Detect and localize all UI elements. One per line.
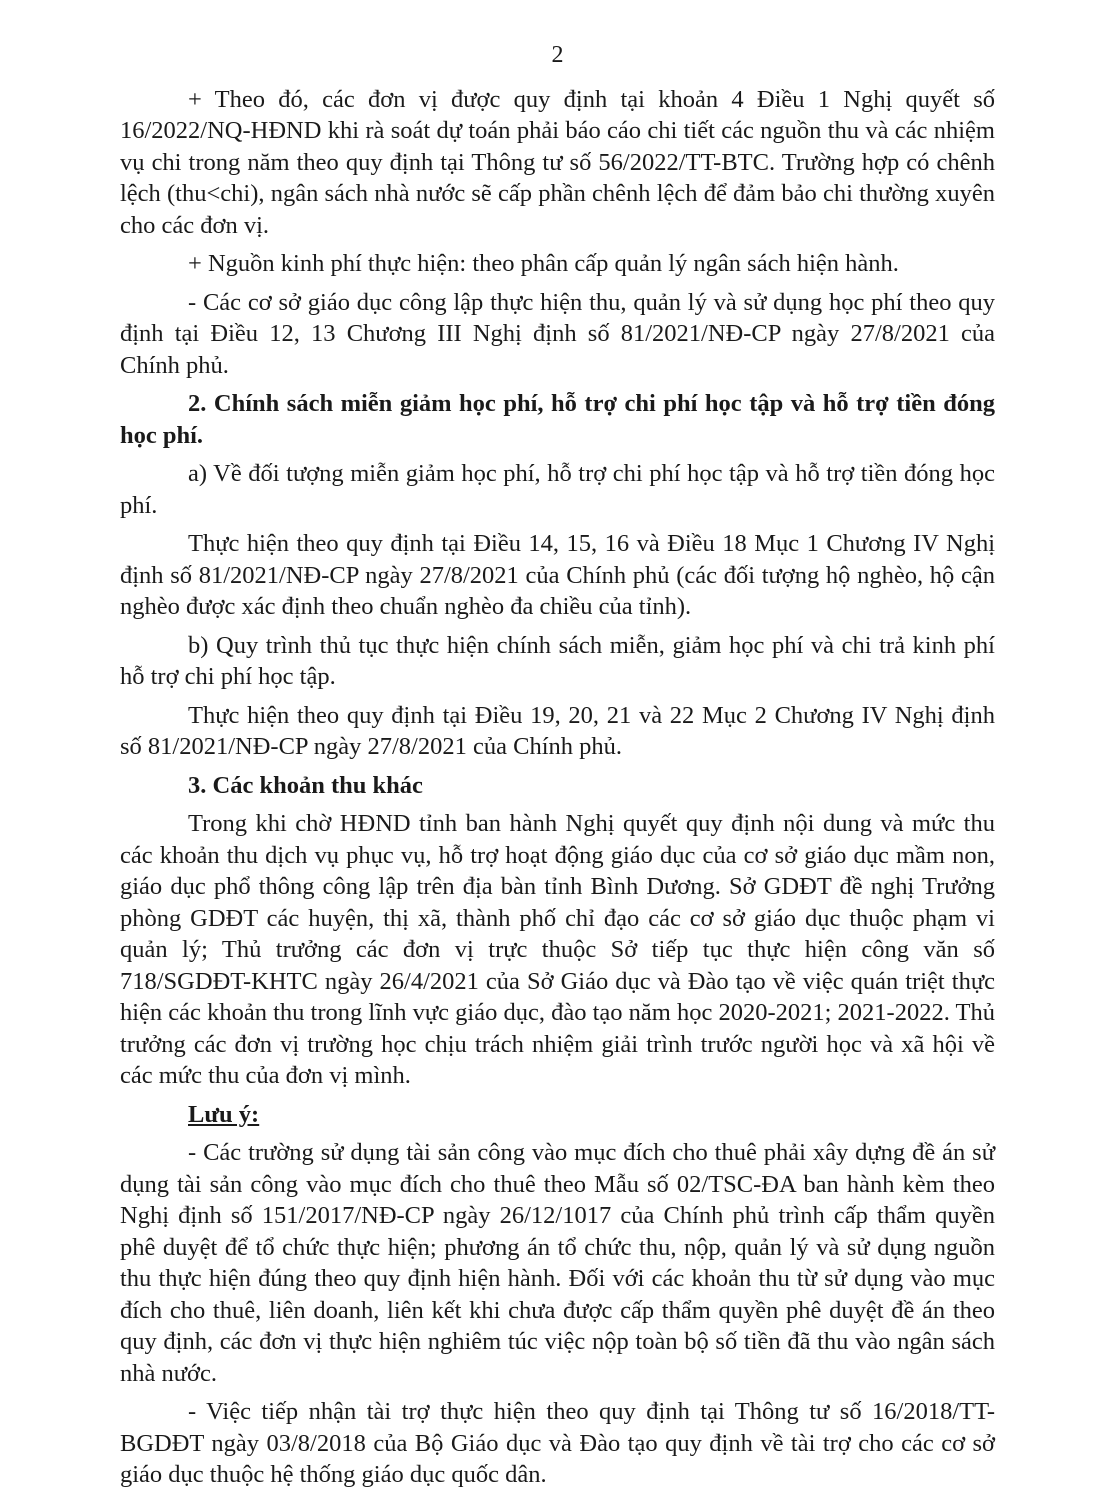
paragraph-public-schools-tuition: - Các cơ sở giáo dục công lập thực hiện thu, quản lý và sử dụng học phí theo quy định tại Điều 12, 13 Chương III Nghị định số 81/2021/NĐ-CP ngày 27/8/2021 của Chính phủ. [120,288,995,379]
paragraph-item-a: a) Về đối tượng miễn giảm học phí, hỗ trợ chi phí học tập và hỗ trợ tiền đóng học phí. [120,460,995,519]
paragraph-item-b: b) Quy trình thủ tục thực hiện chính sách miễn, giảm học phí và chi trả kinh phí hỗ trợ chi phí học tập. [120,631,995,690]
paragraph-item-b-detail: Thực hiện theo quy định tại Điều 19, 20, 21 và 22 Mục 2 Chương IV Nghị định số 81/2021/NĐ-CP ngày 27/8/2021 của Chính phủ. [120,701,995,760]
section-heading-2: 2. Chính sách miễn giảm học phí, hỗ trợ chi phí học tập và hỗ trợ tiền đóng học phí. [120,390,995,449]
paragraph-item-a-detail: Thực hiện theo quy định tại Điều 14, 15, 16 và Điều 18 Mục 1 Chương IV Nghị định số 81/2021/NĐ-CP ngày 27/8/2021 của Chính phủ (các đối tượng hộ nghèo, hộ cận nghèo được xác định theo chuẩn nghèo đa chiều của tỉnh). [120,530,995,620]
paragraph-other-fees: Trong khi chờ HĐND tỉnh ban hành Nghị quyết quy định nội dung và mức thu các khoản thu dịch vụ phục vụ, hỗ trợ hoạt động giáo dục của cơ sở giáo dục mầm non, giáo dục phổ thông công lập trên địa bàn tỉnh Bình Dương. Sở GDĐT đề nghị Trưởng phòng GDĐT các huyện, thị xã, thành phố chỉ đạo các cơ sở giáo dục thuộc phạm vi quản lý; Thủ trưởng các đơn vị trực thuộc Sở tiếp tục thực hiện công văn số 718/SGDĐT-KHTC ngày 26/4/2021 của Sở Giáo dục và Đào tạo về việc quán triệt thực hiện các khoản thu trong lĩnh vực giáo dục, đào tạo năm học 2020-2021; 2021-2022. Thủ trưởng các đơn vị trường học chịu trách nhiệm giải trình trước người học và xã hội về các mức thu của đơn vị mình. [120,810,995,1089]
paragraph-funding-source: + Nguồn kinh phí thực hiện: theo phân cấp quản lý ngân sách hiện hành. [188,250,899,277]
paragraph-note-sponsorship: - Việc tiếp nhận tài trợ thực hiện theo quy định tại Thông tư số 16/2018/TT-BGDĐT ngày 03/8/2018 của Bộ Giáo dục và Đào tạo quy định về tài trợ cho các cơ sở giáo dục thuộc hệ thống giáo dục quốc dân. [120,1398,995,1488]
paragraph-budget-review: + Theo đó, các đơn vị được quy định tại khoản 4 Điều 1 Nghị quyết số 16/2022/NQ-HĐND khi rà soát dự toán phải báo cáo chi tiết các nguồn thu và các nhiệm vụ chi trong năm theo quy định tại Thông tư số 56/2022/TT-BTC. Trường hợp có chênh lệch (thu<chi), ngân sách nhà nước sẽ cấp phần chênh lệch để đảm bảo chi thường xuyên cho các đơn vị. [120,85,995,239]
section-heading-3: 3. Các khoản thu khác [188,771,423,799]
page-number: 2 [551,42,564,68]
note-heading-wrap [120,1099,995,1131]
paragraph-note-rental: - Các trường sử dụng tài sản công vào mục đích cho thuê phải xây dựng đề án sử dụng tài sản công vào mục đích cho thuê theo Mẫu số 02/TSC-ĐA ban hành kèm theo Nghị định số 151/2017/NĐ-CP ngày 26/12/1017 của Chính phủ trình cấp thẩm quyền phê duyệt để tổ chức thực hiện; phương án tổ chức thu, nộp, quản lý và sử dụng nguồn thu thực hiện đúng theo quy định hiện hành. Đối với các khoản thu từ sử dụng vào mục đích cho thuê, liên doanh, liên kết khi chưa được cấp thẩm quyền phê duyệt đề án theo quy định, các đơn vị thực hiện nghiêm túc việc nộp toàn bộ số tiền đã thu vào ngân sách nhà nước. [120,1139,995,1387]
note-heading: Lưu ý: [188,1100,260,1128]
